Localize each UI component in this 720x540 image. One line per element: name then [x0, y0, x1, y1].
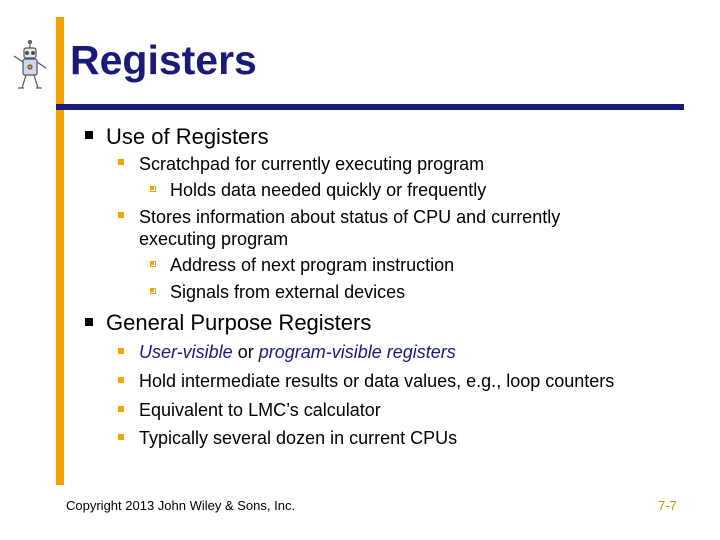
- bullet-hold-intermediate-results: Hold intermediate results or data values, e.g., loop counters: [139, 371, 615, 391]
- copyright-footer: Copyright 2013 John Wiley & Sons, Inc.: [66, 498, 296, 513]
- robot-mascot-icon: [10, 40, 50, 94]
- or-connector: or: [232, 342, 259, 362]
- accent-bar-vertical: [56, 17, 64, 485]
- bullet-square-icon: [85, 318, 93, 326]
- bullet-stores-information-line1: Stores information about status of CPU and currently: [139, 207, 561, 227]
- title-divider: [56, 104, 684, 110]
- bullet-equivalent-lmc: Equivalent to LMC’s calculator: [139, 400, 381, 420]
- bullet-scratchpad: Scratchpad for currently executing program: [139, 154, 485, 174]
- user-visible-term: User-visible: [139, 342, 233, 362]
- bullet-square-icon: [118, 377, 124, 383]
- subbullet-address-next-instruction: Address of next program instruction: [170, 255, 455, 275]
- slide-title: Registers: [70, 37, 257, 83]
- section-heading-general-purpose-registers: General Purpose Registers: [106, 310, 372, 335]
- section-heading-use-of-registers: Use of Registers: [106, 124, 269, 149]
- bullet-hollow-square-icon: [150, 261, 156, 267]
- bullet-square-icon: [118, 212, 124, 218]
- bullet-user-visible: [139, 343, 456, 361]
- subbullet-signals-external-devices: Signals from external devices: [170, 282, 406, 302]
- bullet-stores-information-line2: executing program: [139, 229, 289, 249]
- bullet-square-icon: [118, 159, 124, 165]
- bullet-hollow-square-icon: [150, 288, 156, 294]
- bullet-hollow-square-icon: [150, 186, 156, 192]
- program-visible-term: program-visible registers: [258, 342, 456, 362]
- bullet-typically-several-dozen: Typically several dozen in current CPUs: [139, 428, 458, 448]
- bullet-square-icon: [85, 131, 93, 139]
- bullet-square-icon: [118, 434, 124, 440]
- page-number: 7-7: [658, 498, 677, 513]
- bullet-square-icon: [118, 406, 124, 412]
- bullet-square-icon: [118, 348, 124, 354]
- subbullet-holds-data: Holds data needed quickly or frequently: [170, 180, 487, 200]
